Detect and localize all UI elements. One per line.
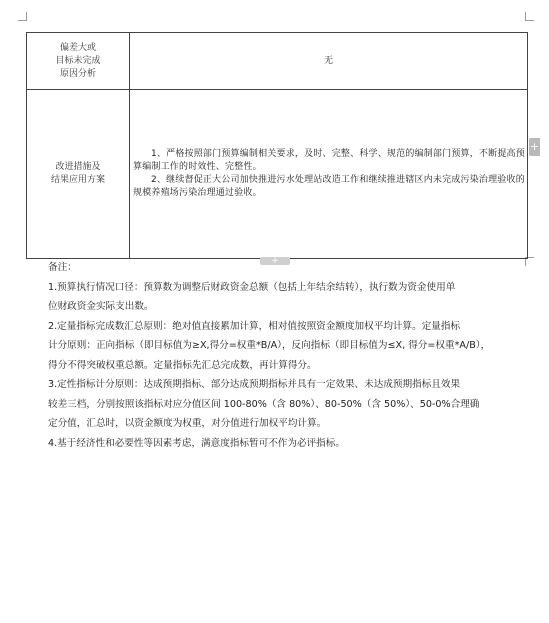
plus-icon: + [529,140,540,153]
note-line: 计分原则：正向指标（即目标值为≥X,得分=权重*B/A），反向指标（即目标值为≤X, 得分=权重*A/B）， [48,340,491,351]
evaluation-table [26,32,528,259]
improvement-measures-label: 改进措施及 结果应用方案 [27,90,130,259]
note-line: 定分值，汇总时，以资金额度为权重，对分值进行加权平均计算。 [48,418,327,429]
measure-paragraph-2: 2、继续督促正大公司加快推进污水处理站改造工作和继续推进辖区内未完成污染治理验收的规模养殖场污染治理通过验收。 [133,175,525,198]
note-line: 4.基于经济性和必要性等因素考虑，满意度指标暂可不作为必评指标。 [48,437,345,449]
note-line: 2.定量指标完成数汇总原则：绝对值直接累加计算，相对值按照资金额度加权平均计算。定量指标 [48,320,461,332]
deviation-analysis-value[interactable]: 无 [130,33,528,90]
page-corner-mark-top-right [525,12,534,21]
improvement-measures-cell[interactable] [130,90,528,259]
notes-heading: 备注： [48,262,77,273]
note-line: 得分不得突破权重总额。定量指标先汇总完成数，再计算得分。 [48,359,317,371]
table-row [27,33,528,90]
plus-icon: + [271,256,279,266]
deviation-analysis-label: 偏差大或 目标未完成 原因分析 [27,33,130,90]
note-line: 1.预算执行情况口径：预算数为调整后财政资金总额（包括上年结余结转），执行数为资金使用单 [48,281,456,293]
table-row [27,90,528,259]
measure-paragraph-1: 1、严格按照部门预算编制相关要求，及时、完整、科学、规范的编制部门预算，不断提高预算编制工作的时效性、完整性。 [133,149,525,172]
note-line: 位财政资金实际支出数。 [48,301,154,312]
notes-section [48,258,518,453]
table-add-column-button[interactable] [529,138,540,156]
page-corner-mark-top-left [18,12,27,21]
note-line: 3.定性指标计分原则：达成预期指标、部分达成预期指标并具有一定效果、未达成预期指标且效果 [48,379,461,390]
note-line: 较差三档，分别按照该指标对应分值区间 100-80%（含 80%）、80-50%（含 50%）、50-0%合理确 [48,398,480,410]
